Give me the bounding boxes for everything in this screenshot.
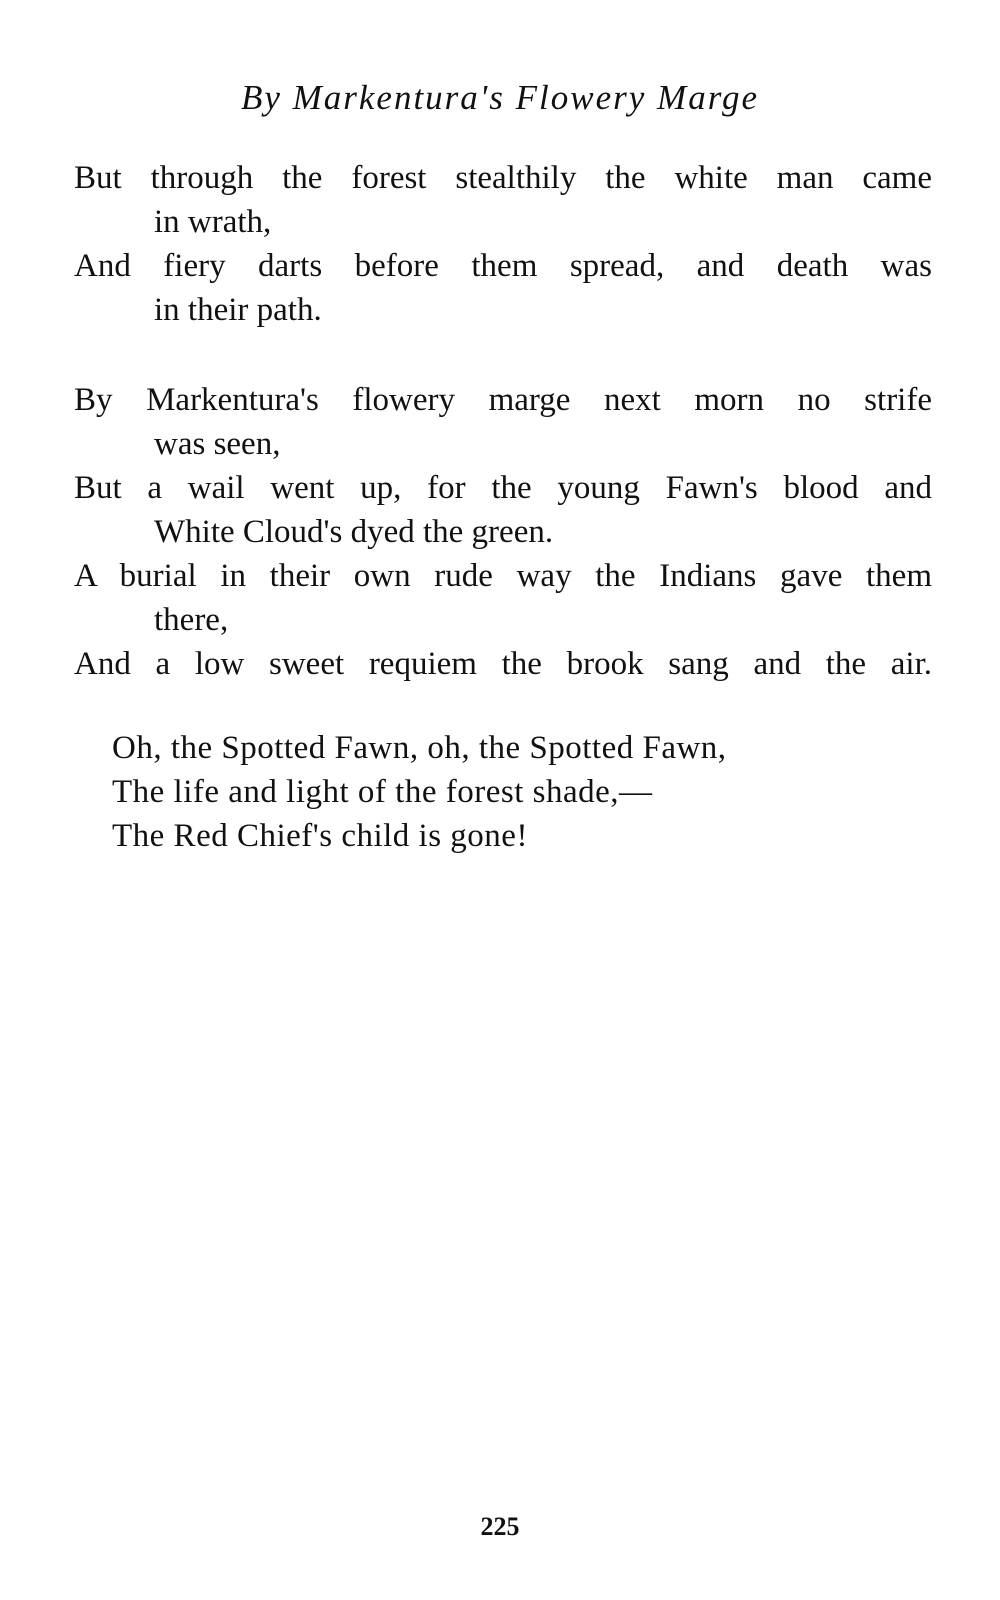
refrain-line: Oh, the Spotted Fawn, oh, the Spotted Fawn, (112, 730, 727, 766)
verse-line-continuation: in wrath, (154, 204, 272, 240)
refrain-line: The Red Chief's child is gone! (112, 818, 528, 854)
verse-line (74, 244, 932, 332)
verse-line-text: And fiery darts before them spread, and death was (74, 248, 932, 284)
verse-line-continuation: there, (154, 602, 229, 638)
page-number: 225 (480, 1512, 520, 1541)
verse-line-text: A burial in their own rude way the Indians gave them (74, 558, 932, 594)
verse-line-text: And a low sweet requiem the brook sang and the air. (74, 646, 932, 682)
stanza-2 (74, 378, 932, 686)
running-head: By Markentura's Flowery Marge (240, 78, 760, 117)
verse-line (74, 378, 932, 466)
verse-line (74, 642, 932, 686)
verse-line-text: By Markentura's flowery marge next morn no strife (74, 382, 932, 418)
verse-line-continuation: was seen, (154, 426, 281, 462)
verse-line-text: But through the forest stealthily the white man came (74, 160, 932, 196)
refrain (112, 726, 912, 858)
verse-line-continuation: White Cloud's dyed the green. (154, 514, 554, 550)
verse-line (74, 554, 932, 642)
verse-line (74, 466, 932, 554)
verse-line (74, 156, 932, 244)
verse-line-continuation: in their path. (154, 292, 322, 328)
verse-line-text: But a wail went up, for the young Fawn's blood and (74, 470, 932, 506)
stanza-1 (74, 156, 932, 332)
refrain-line: The life and light of the forest shade,— (112, 774, 653, 810)
